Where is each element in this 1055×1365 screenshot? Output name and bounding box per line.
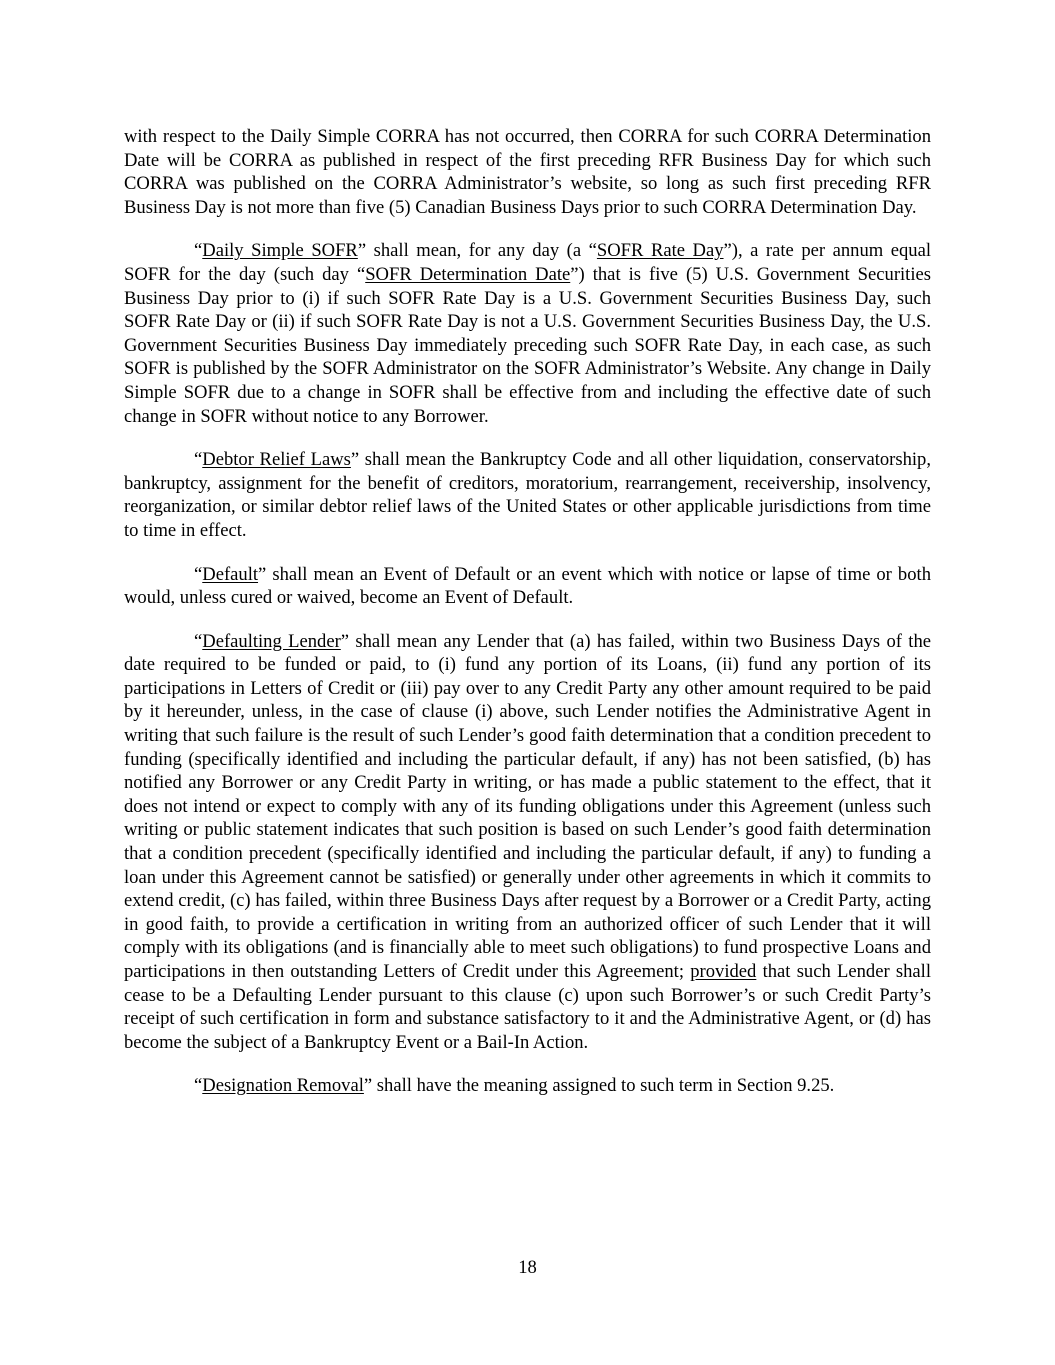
definition-daily-simple-sofr xyxy=(124,239,931,428)
document-page xyxy=(124,125,931,1118)
definition-text: that such Lender shall cease to be a Defaulting Lender pursuant to this clause (c) upon such Borrower’s or such Credit Party’s receipt of such certification in form and substance satisfactory to it and the Administrative Agent, or (d) has become the subject of a Bankruptcy Event or a Bail-In Action. xyxy=(124,961,931,1053)
defined-term-sofr-determination-date: SOFR Determination Date xyxy=(365,263,571,285)
defined-term-debtor-relief-laws: Debtor Relief Laws xyxy=(202,449,351,471)
definition-debtor-relief-laws xyxy=(124,448,931,542)
provided-term: provided xyxy=(690,961,757,982)
paragraph-corra-continuation: with respect to the Daily Simple CORRA has not occurred, then CORRA for such CORRA Determination Date will be CORRA as published in respect of the first preceding RFR Business Day for which such CORRA was published on the CORRA Administrator’s website, so long as such first preceding RFR Business Day is not more than five (5) Canadian Business Days prior to such CORRA Determination Day. xyxy=(124,126,931,218)
definition-text: ” shall have the meaning assigned to such term in Section 9.25. xyxy=(363,1075,835,1097)
open-quote: “ xyxy=(194,1075,203,1097)
page-number: 18 xyxy=(518,1257,537,1278)
definition-text: ” shall mean the Bankruptcy Code and all other liquidation, conservatorship, bankruptcy, assignment for the benefit of creditors, moratorium, rearrangement, receivership, insolvency, reorganization, or similar debtor relief laws of the United States or other applicable jurisdictions from time to time in effect. xyxy=(124,449,931,541)
definition-text: ” shall mean, for any day (a “ xyxy=(357,240,597,262)
definition-text: ”) that is five (5) U.S. Government Securities Business Day prior to (i) if such SOFR Rate Day is a U.S. Government Securities Business Day, such SOFR Rate Day or (ii) if such SOFR Rate Day is not a U.S. Government Securities Business Day, the U.S. Government Securities Business Day immediately preceding such SOFR Rate Day, in each case, as such SOFR is published by the SOFR Administrator on the SOFR Administrator’s Website. Any change in Daily Simple SOFR due to a change in SOFR shall be effective from and including the effective date of such change in SOFR without notice to any Borrower. xyxy=(124,263,932,427)
open-quote: “ xyxy=(194,630,203,652)
open-quote: “ xyxy=(194,240,203,262)
defined-term-sofr-rate-day: SOFR Rate Day xyxy=(596,240,724,262)
definition-default xyxy=(124,563,931,610)
definition-defaulting-lender xyxy=(124,630,931,1055)
definition-designation-removal xyxy=(124,1074,931,1098)
open-quote: “ xyxy=(194,449,203,471)
defined-term-defaulting-lender: Defaulting Lender xyxy=(202,630,341,652)
defined-term-daily-simple-sofr: Daily Simple SOFR xyxy=(202,240,358,262)
definition-text: ”), a rate per annum equal SOFR for the day (such day “ xyxy=(124,240,931,285)
defined-term-default: Default xyxy=(202,563,259,585)
definition-text: ” shall mean an Event of Default or an event which with notice or lapse of time or both would, unless cured or waived, become an Event of Default. xyxy=(124,563,931,609)
open-quote: “ xyxy=(194,563,203,585)
defined-term-designation-removal: Designation Removal xyxy=(202,1075,364,1097)
definition-text: ” shall mean any Lender that (a) has failed, within two Business Days of the date required to be funded or paid, to (i) fund any portion of its Loans, (ii) fund any portion of its participations in Letters of Credit or (iii) pay over to any Credit Party any other amount required to be paid by it hereunder, unless, in the case of clause (i) above, such Lender notifies the Administrative Agent in writing that such failure is the result of such Lender’s good faith determination that a condition precedent to funding (specifically identified and including the particular default, if any) has not been satisfied, (b) has notified any Borrower or any Credit Party in writing, or has made a public statement to the effect, that it does not intend or expect to comply with any of its funding obligations under this Agreement (unless such writing or public statement indicates that such position is based on such Lender’s good faith determination that a condition precedent (specifically identified and including the particular default, if any) to funding a loan under this Agreement cannot be satisfied) or generally under other agreements in which it commits to extend credit, (c) has failed, within three Business Days after request by a Borrower or a Credit Party, acting in good faith, to provide a certification in writing from an authorized officer of such Lender that it will comply with its obligations (and is financially able to meet such obligations) to fund prospective Loans and participations in then outstanding Letters of Credit under this Agreement; xyxy=(124,630,932,982)
